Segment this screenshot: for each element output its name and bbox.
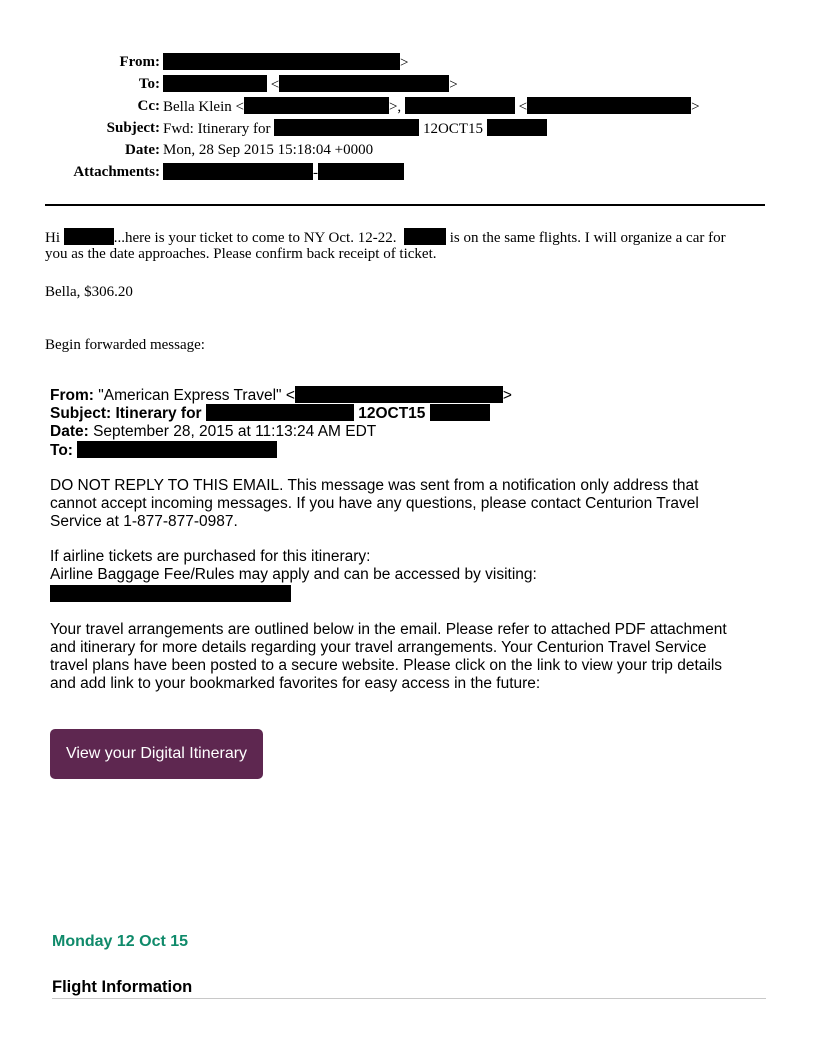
notice-line: cannot accept incoming messages. If you have any questions, please contact Centurion Travel [50, 495, 699, 512]
redaction [274, 119, 419, 136]
fwd-date-value: September 28, 2015 at 11:13:24 AM EDT [93, 423, 377, 440]
fwd-date-row [50, 423, 376, 441]
subject-label: Subject: [106, 120, 160, 136]
date-label: Date: [125, 142, 160, 158]
body-line-2: you as the date approaches. Please confirm back receipt of ticket. [45, 246, 437, 262]
date-value: Mon, 28 Sep 2015 15:18:04 +0000 [163, 142, 374, 158]
from-label: From: [119, 54, 160, 70]
fwd-from-label: From: [50, 387, 94, 404]
redaction [163, 53, 400, 70]
fwd-from-row: From: "American Express Travel" < > [50, 387, 512, 404]
arrangements-line: and itinerary for more details regarding your travel arrangements. Your Centurion Travel Service [50, 639, 707, 656]
redaction [244, 97, 389, 114]
redaction [487, 119, 547, 136]
header-divider [45, 204, 765, 206]
baggage-line: If airline tickets are purchased for this itinerary: [50, 548, 371, 565]
fwd-subject-label: Subject: Itinerary for [50, 405, 202, 422]
redaction [430, 404, 490, 421]
fwd-to-label: To: [50, 442, 73, 459]
arrangements-line: and add link to your bookmarked favorites for easy access in the future: [50, 675, 541, 692]
redaction [77, 441, 277, 458]
baggage-link[interactable] [50, 585, 291, 604]
redaction [279, 75, 449, 92]
fwd-to-row [50, 441, 277, 460]
cc-label: Cc: [137, 98, 160, 114]
redaction [405, 97, 515, 114]
redaction [404, 228, 446, 245]
subject-code: 12OCT15 [422, 121, 483, 137]
redaction [163, 75, 267, 92]
greeting: Hi [45, 230, 60, 246]
arrangements-line: Your travel arrangements are outlined below in the email. Please refer to attached PDF attachment [50, 621, 727, 638]
fwd-from-value: "American Express Travel" < [98, 387, 295, 404]
fwd-date-label: Date: [50, 423, 89, 440]
notice-line: Service at 1-877-877-0987. [50, 513, 238, 530]
attachments-label: Attachments: [73, 164, 160, 180]
redaction [527, 97, 691, 114]
redaction [64, 228, 114, 245]
forward-intro: Begin forwarded message: [45, 337, 205, 353]
notice-line: DO NOT REPLY TO THIS EMAIL. This message was sent from a notification only address that [50, 477, 699, 494]
view-digital-itinerary-button[interactable]: View your Digital Itinerary [50, 729, 263, 779]
signature: Bella, $306.20 [45, 284, 133, 300]
redaction[interactable] [163, 163, 313, 180]
section-divider [52, 998, 766, 999]
to-label: To: [138, 76, 160, 92]
flight-information-heading: Flight Information [52, 978, 193, 996]
fwd-subject-code: 12OCT15 [358, 405, 426, 422]
redaction [295, 386, 503, 403]
cc-name: Bella Klein < [163, 99, 244, 115]
baggage-line: Airline Baggage Fee/Rules may apply and can be accessed by visiting: [50, 566, 537, 583]
redaction[interactable] [318, 163, 404, 180]
redaction [206, 404, 354, 421]
arrangements-line: travel plans have been posted to a secure website. Please click on the link to view your trip details [50, 657, 723, 674]
body-text: ...here is your ticket to come to NY Oct. 12-22. [113, 230, 397, 246]
body-text: is on the same flights. I will organize a car for [449, 230, 726, 246]
fwd-subject-row [50, 404, 490, 423]
redaction [50, 585, 291, 602]
subject-prefix: Fwd: Itinerary for [163, 121, 271, 137]
day-heading: Monday 12 Oct 15 [52, 933, 189, 950]
